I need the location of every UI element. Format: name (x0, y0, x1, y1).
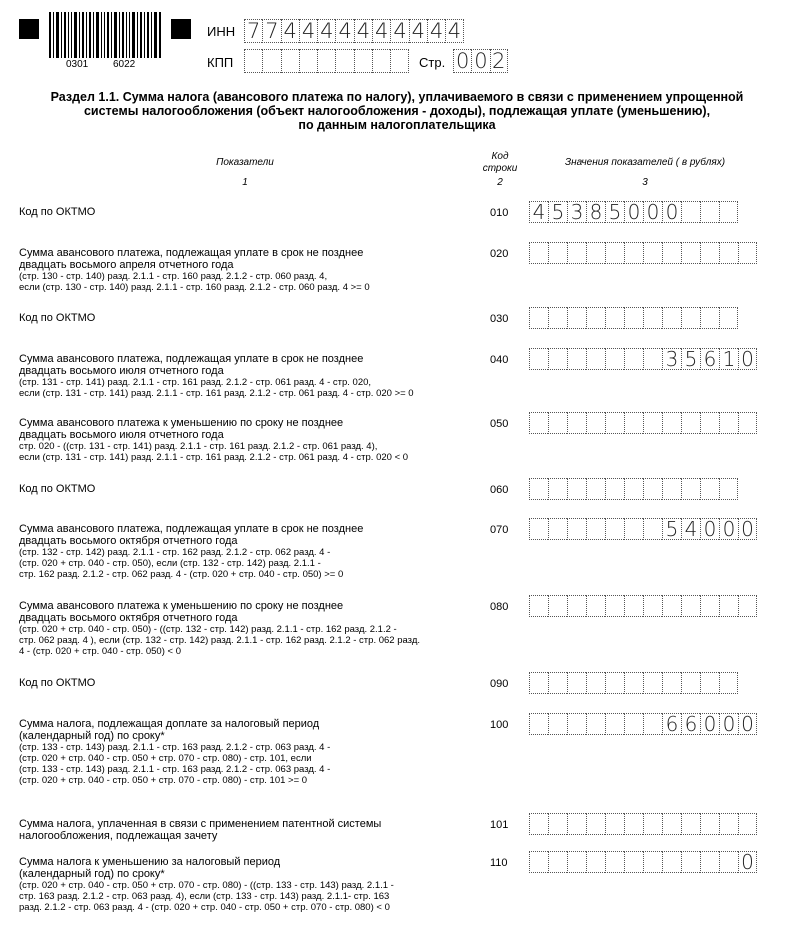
digit-cell (643, 518, 662, 540)
row-label (19, 206, 479, 218)
digit-cell: 0 (738, 851, 757, 873)
digit-cell: 8 (586, 201, 605, 223)
page-label: Стр. (419, 55, 446, 70)
digit-cell (586, 813, 605, 835)
digit-cell (643, 851, 662, 873)
digit-cell: 1 (719, 348, 738, 370)
row-label-line: двадцать восьмого октября отчетного года (19, 612, 238, 624)
section-title-line2: системы налогообложения (объект налогообложения - доходы), подлежащая уплате (уменьшению), (83, 104, 711, 118)
row-label (19, 247, 479, 293)
digit-cell (624, 307, 643, 329)
row-label-line: Сумма авансового платежа, подлежащая уплате в срок не позднее (19, 523, 364, 535)
digit-cell (548, 813, 567, 835)
digit-cell (529, 672, 548, 694)
row-label (19, 600, 479, 657)
value-field-040[interactable] (529, 348, 757, 370)
column-values-header: Значения показателей ( в рублях) (564, 157, 726, 168)
digit-cell (700, 813, 719, 835)
digit-cell (700, 478, 719, 500)
digit-cell (529, 242, 548, 264)
digit-cell (700, 412, 719, 434)
digit-cell: 4 (299, 19, 317, 43)
row-label (19, 818, 479, 842)
digit-cell (662, 478, 681, 500)
digit-cell (643, 307, 662, 329)
row-formula-line: стр. 162 разд. 2.1.2 - стр. 062 разд. 4 - (стр. 020 + стр. 040 - стр. 050) >= 0 (19, 569, 344, 580)
digit-cell (586, 595, 605, 617)
digit-cell: 3 (567, 201, 586, 223)
digit-cell (624, 348, 643, 370)
digit-cell (681, 851, 700, 873)
digit-cell (700, 851, 719, 873)
row-label (19, 677, 479, 689)
row-code: 010 (490, 207, 509, 219)
digit-cell (605, 242, 624, 264)
row-formula-line: если (стр. 130 - стр. 140) разд. 2.1.1 - стр. 160 разд. 2.1.2 - стр. 060 разд. 4 >= 0 (19, 282, 370, 293)
digit-cell (719, 595, 738, 617)
digit-cell (299, 49, 317, 73)
digit-cell: 4 (335, 19, 353, 43)
digit-cell (548, 851, 567, 873)
digit-cell (662, 813, 681, 835)
row-formula-line: (стр. 020 + стр. 040 - стр. 050) - ((стр. 132 - стр. 142) разд. 2.1.1 - стр. 162 разд. 2.1.2 - (19, 624, 397, 635)
row-label-line: двадцать восьмого июля отчетного года (19, 429, 224, 441)
digit-cell: 0 (738, 518, 757, 540)
digit-cell (529, 813, 548, 835)
digit-cell (700, 595, 719, 617)
digit-cell (643, 713, 662, 735)
row-formula-line: разд. 2.1.2 - стр. 063 разд. 4 - (стр. 020 + стр. 040 - стр. 050 + стр. 070 - стр. 080) < 0 (19, 902, 390, 913)
row-label-line: Сумма налога к уменьшению за налоговый период (19, 856, 281, 868)
digit-cell: 2 (490, 49, 508, 73)
digit-cell: 4 (409, 19, 427, 43)
digit-cell (586, 348, 605, 370)
digit-cell (548, 412, 567, 434)
value-field-110[interactable] (529, 851, 757, 873)
digit-cell (244, 49, 262, 73)
digit-cell (529, 713, 548, 735)
value-field-090[interactable] (529, 672, 738, 694)
row-label-line: Код по ОКТМО (19, 312, 96, 324)
digit-cell (262, 49, 280, 73)
digit-cell: 5 (548, 201, 567, 223)
row-label-line: двадцать восьмого октября отчетного года (19, 535, 238, 547)
row-label-line: налогообложения, подлежащая зачету (19, 830, 218, 842)
row-code: 101 (490, 819, 509, 831)
digit-cell (586, 518, 605, 540)
digit-cell (605, 713, 624, 735)
digit-cell (529, 412, 548, 434)
digit-cell (681, 201, 700, 223)
row-code: 020 (490, 248, 509, 260)
kpp-field[interactable] (244, 49, 409, 73)
inn-label: ИНН (207, 24, 236, 39)
digit-cell (281, 49, 299, 73)
row-formula-line: (стр. 020 + стр. 040 - стр. 050), если (стр. 132 - стр. 142) разд. 2.1.1 - (19, 558, 321, 569)
digit-cell (567, 813, 586, 835)
digit-cell (390, 49, 408, 73)
digit-cell (738, 813, 757, 835)
row-label (19, 483, 479, 495)
digit-cell: 4 (390, 19, 408, 43)
value-field-050[interactable] (529, 412, 757, 434)
digit-cell: 0 (719, 518, 738, 540)
row-label-line: Сумма налога, подлежащая доплате за налоговый период (19, 718, 320, 730)
row-code: 030 (490, 313, 509, 325)
row-formula-line: (стр. 133 - стр. 143) разд. 2.1.1 - стр. 163 разд. 2.1.2 - стр. 063 разд. 4 - (19, 742, 331, 753)
digit-cell (662, 672, 681, 694)
digit-cell (681, 412, 700, 434)
row-label-line: Сумма авансового платежа, подлежащая уплате в срок не позднее (19, 247, 364, 259)
digit-cell: 0 (624, 201, 643, 223)
digit-cell: 5 (681, 348, 700, 370)
digit-cell (624, 518, 643, 540)
digit-cell (605, 813, 624, 835)
section-title-line3: по данным налогоплательщика (298, 118, 496, 132)
digit-cell (567, 307, 586, 329)
digit-cell (719, 242, 738, 264)
digit-cell (567, 478, 586, 500)
page-number-field[interactable] (453, 49, 508, 73)
digit-cell: 0 (738, 713, 757, 735)
row-code: 090 (490, 678, 509, 690)
digit-cell (548, 478, 567, 500)
barcode-icon (49, 12, 161, 58)
digit-cell (605, 478, 624, 500)
digit-cell (586, 851, 605, 873)
digit-cell: 0 (471, 49, 489, 73)
digit-cell: 0 (643, 201, 662, 223)
digit-cell (719, 813, 738, 835)
digit-cell: 0 (700, 713, 719, 735)
digit-cell (529, 851, 548, 873)
row-code: 110 (490, 857, 508, 869)
digit-cell (681, 478, 700, 500)
corner-marker-right (171, 19, 191, 39)
row-label (19, 523, 479, 580)
digit-cell (529, 595, 548, 617)
digit-cell: 4 (445, 19, 463, 43)
row-label-line: Код по ОКТМО (19, 677, 96, 689)
digit-cell (586, 478, 605, 500)
digit-cell (548, 348, 567, 370)
digit-cell (681, 813, 700, 835)
digit-cell (662, 412, 681, 434)
row-label (19, 353, 479, 399)
digit-cell (605, 672, 624, 694)
kpp-label: КПП (207, 55, 234, 70)
digit-cell (548, 242, 567, 264)
row-formula-line: стр. 020 - ((стр. 131 - стр. 141) разд. 2.1.1 - стр. 161 разд. 2.1.2 - стр. 061 разд. 4), (19, 441, 378, 452)
value-field-080[interactable] (529, 595, 757, 617)
digit-cell (567, 851, 586, 873)
digit-cell (548, 713, 567, 735)
digit-cell: 4 (317, 19, 335, 43)
row-label-line: (календарный год) по сроку* (19, 868, 165, 880)
row-formula-line: (стр. 020 + стр. 040 - стр. 050 + стр. 070 - стр. 080) - стр. 101, если (19, 753, 312, 764)
digit-cell: 0 (738, 348, 757, 370)
digit-cell (681, 307, 700, 329)
row-code: 070 (490, 524, 509, 536)
digit-cell (567, 518, 586, 540)
row-formula-line: 4 - (стр. 020 + стр. 040 - стр. 050) < 0 (19, 646, 181, 657)
digit-cell (624, 412, 643, 434)
digit-cell (738, 595, 757, 617)
digit-cell: 6 (662, 713, 681, 735)
digit-cell (719, 412, 738, 434)
digit-cell (662, 595, 681, 617)
digit-cell (586, 412, 605, 434)
value-field-101[interactable] (529, 813, 757, 835)
digit-cell (354, 49, 372, 73)
digit-cell: 6 (681, 713, 700, 735)
row-label-line: Сумма авансового платежа к уменьшению по сроку не позднее (19, 600, 344, 612)
row-code: 100 (490, 719, 509, 731)
digit-cell (738, 242, 757, 264)
row-code: 060 (490, 484, 509, 496)
digit-cell (624, 242, 643, 264)
digit-cell: 6 (700, 348, 719, 370)
value-field-030[interactable] (529, 307, 738, 329)
barcode-number-left: 0301 (66, 59, 89, 70)
barcode-number-right: 6022 (113, 59, 136, 70)
digit-cell (605, 348, 624, 370)
row-formula-line: (стр. 020 + стр. 040 - стр. 050 + стр. 070 - стр. 080) - ((стр. 133 - стр. 143) разд. 2.1.1 - (19, 880, 394, 891)
digit-cell (643, 672, 662, 694)
row-formula-line: если (стр. 131 - стр. 141) разд. 2.1.1 - стр. 161 разд. 2.1.2 - стр. 061 разд. 4 - стр. 020 < 0 (19, 452, 409, 463)
section-title (0, 90, 794, 132)
column-indicators-header: Показатели (216, 157, 274, 168)
row-label-line: Сумма авансового платежа к уменьшению по сроку не позднее (19, 417, 344, 429)
digit-cell (567, 242, 586, 264)
row-formula-line: (стр. 132 - стр. 142) разд. 2.1.1 - стр. 162 разд. 2.1.2 - стр. 062 разд. 4 - (19, 547, 331, 558)
row-formula-line: (стр. 133 - стр. 143) разд. 2.1.1 - стр. 163 разд. 2.1.2 - стр. 063 разд. 4 - (19, 764, 331, 775)
column-indicators-number: 1 (242, 177, 248, 188)
digit-cell: 4 (529, 201, 548, 223)
digit-cell (662, 242, 681, 264)
digit-cell (700, 201, 719, 223)
digit-cell: 0 (719, 713, 738, 735)
digit-cell (586, 713, 605, 735)
digit-cell (567, 713, 586, 735)
value-field-060[interactable] (529, 478, 738, 500)
digit-cell (529, 307, 548, 329)
column-code-header-line1: Код (491, 151, 509, 162)
digit-cell (567, 412, 586, 434)
digit-cell (605, 595, 624, 617)
digit-cell (372, 49, 390, 73)
row-label-line: Сумма налога, уплаченная в связи с применением патентной системы (19, 818, 382, 830)
digit-cell (719, 478, 738, 500)
digit-cell: 5 (605, 201, 624, 223)
digit-cell (548, 672, 567, 694)
digit-cell (681, 672, 700, 694)
digit-cell (643, 348, 662, 370)
row-formula-line: (стр. 020 + стр. 040 - стр. 050 + стр. 070 - стр. 080) - стр. 101 >= 0 (19, 775, 308, 786)
column-values-number: 3 (642, 177, 648, 188)
value-field-070[interactable] (529, 518, 757, 540)
row-label-line: (календарный год) по сроку* (19, 730, 165, 742)
digit-cell (719, 851, 738, 873)
digit-cell (643, 242, 662, 264)
digit-cell (529, 478, 548, 500)
digit-cell (719, 201, 738, 223)
value-field-010[interactable] (529, 201, 738, 223)
digit-cell (548, 518, 567, 540)
digit-cell (681, 242, 700, 264)
digit-cell (643, 595, 662, 617)
row-label (19, 718, 479, 786)
row-code: 050 (490, 418, 509, 430)
digit-cell: 4 (354, 19, 372, 43)
digit-cell: 4 (427, 19, 445, 43)
row-label-line: двадцать восьмого апреля отчетного года (19, 259, 234, 271)
digit-cell: 3 (662, 348, 681, 370)
row-formula-line: стр. 163 разд. 2.1.2 - стр. 063 разд. 4), если (стр. 133 - стр. 143) разд. 2.1.1- стр. 163 (19, 891, 390, 902)
digit-cell (624, 672, 643, 694)
digit-cell (662, 307, 681, 329)
digit-cell (567, 595, 586, 617)
digit-cell: 4 (372, 19, 390, 43)
digit-cell (624, 595, 643, 617)
digit-cell: 7 (244, 19, 262, 43)
row-label-line: двадцать восьмого июля отчетного года (19, 365, 224, 377)
value-field-020[interactable] (529, 242, 757, 264)
corner-marker-left (19, 19, 39, 39)
row-code: 040 (490, 354, 509, 366)
row-formula-line: если (стр. 131 - стр. 141) разд. 2.1.1 - стр. 161 разд. 2.1.2 - стр. 061 разд. 4 - стр. 020 >= 0 (19, 388, 414, 399)
digit-cell (586, 242, 605, 264)
digit-cell (700, 672, 719, 694)
row-label-line: Сумма авансового платежа, подлежащая уплате в срок не позднее (19, 353, 364, 365)
digit-cell (738, 412, 757, 434)
digit-cell (335, 49, 353, 73)
digit-cell (643, 813, 662, 835)
digit-cell (624, 478, 643, 500)
digit-cell: 7 (262, 19, 280, 43)
row-label (19, 856, 479, 913)
digit-cell (719, 672, 738, 694)
digit-cell (586, 672, 605, 694)
digit-cell (605, 518, 624, 540)
digit-cell (700, 242, 719, 264)
digit-cell: 0 (662, 201, 681, 223)
digit-cell (567, 672, 586, 694)
digit-cell: 4 (281, 19, 299, 43)
digit-cell (624, 851, 643, 873)
digit-cell (624, 713, 643, 735)
digit-cell: 5 (662, 518, 681, 540)
digit-cell (624, 813, 643, 835)
digit-cell: 4 (681, 518, 700, 540)
digit-cell (529, 518, 548, 540)
digit-cell (605, 851, 624, 873)
digit-cell (548, 307, 567, 329)
digit-cell: 0 (453, 49, 471, 73)
row-formula-line: стр. 062 разд. 4 ), если (стр. 132 - стр. 142) разд. 2.1.1 - стр. 162 разд. 2.1.2 - стр. 062 разд. (19, 635, 421, 646)
digit-cell (643, 412, 662, 434)
digit-cell (643, 478, 662, 500)
value-field-100[interactable] (529, 713, 757, 735)
digit-cell (567, 348, 586, 370)
row-code: 080 (490, 601, 509, 613)
digit-cell (719, 307, 738, 329)
digit-cell: 0 (700, 518, 719, 540)
row-label-line: Код по ОКТМО (19, 206, 96, 218)
digit-cell (700, 307, 719, 329)
digit-cell (317, 49, 335, 73)
column-code-header-line2: строки (482, 163, 518, 174)
digit-cell (681, 595, 700, 617)
digit-cell (605, 307, 624, 329)
column-code-number: 2 (497, 177, 503, 188)
digit-cell (586, 307, 605, 329)
row-formula-line: (стр. 130 - стр. 140) разд. 2.1.1 - стр. 160 разд. 2.1.2 - стр. 060 разд. 4, (19, 271, 328, 282)
inn-field[interactable] (244, 19, 464, 43)
digit-cell (605, 412, 624, 434)
digit-cell (548, 595, 567, 617)
digit-cell (529, 348, 548, 370)
row-formula-line: (стр. 131 - стр. 141) разд. 2.1.1 - стр. 161 разд. 2.1.2 - стр. 061 разд. 4 - стр. 020, (19, 377, 372, 388)
row-label-line: Код по ОКТМО (19, 483, 96, 495)
digit-cell (662, 851, 681, 873)
row-label (19, 312, 479, 324)
row-label (19, 417, 479, 463)
section-title-line1: Раздел 1.1. Сумма налога (авансового платежа по налогу), уплачиваемого в связи с применением упрощенной (50, 90, 744, 104)
